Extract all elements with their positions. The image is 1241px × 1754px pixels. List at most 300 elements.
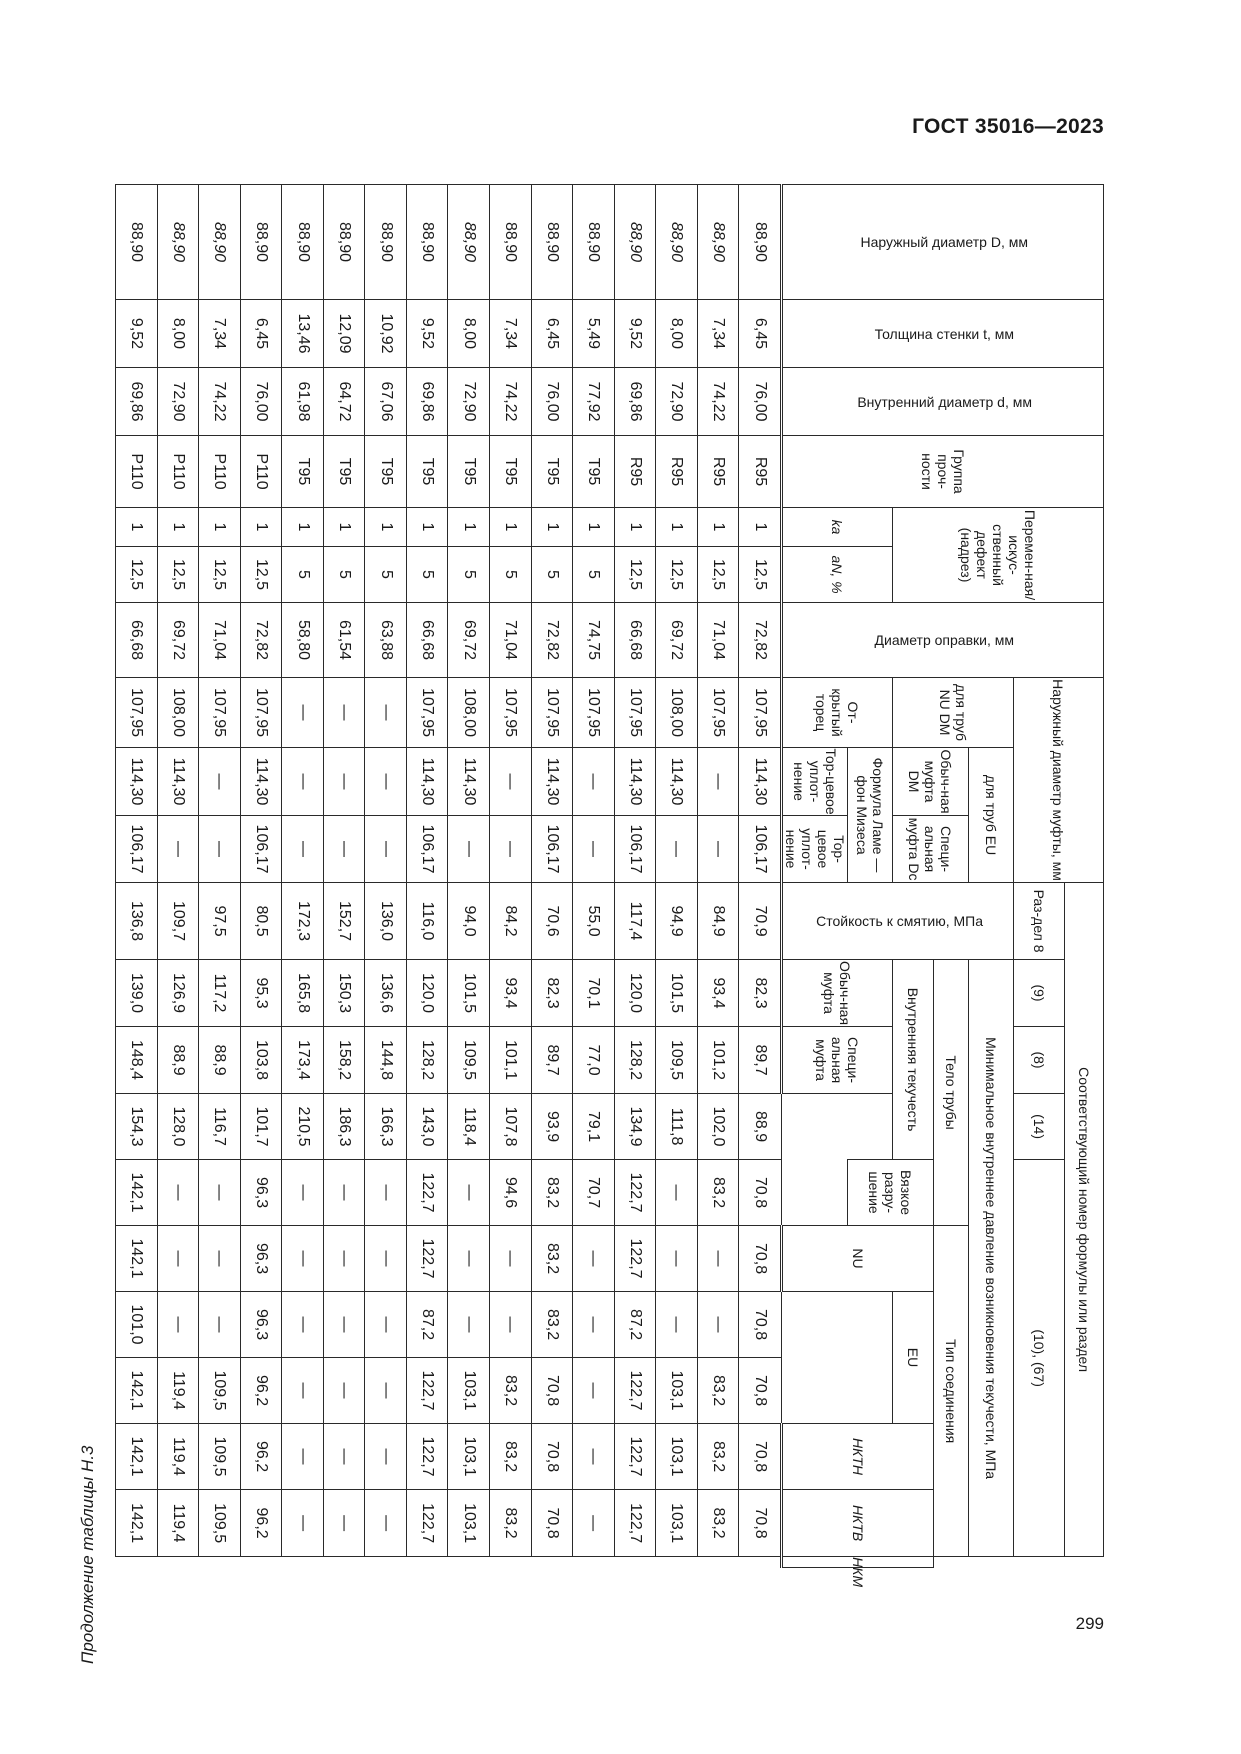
table-cell: 1: [489, 508, 531, 547]
table-cell: 109,5: [656, 1027, 698, 1094]
table-cell: 106,17: [116, 816, 158, 883]
table-cell: 142,1: [116, 1358, 158, 1424]
table-cell: 66,68: [116, 603, 158, 678]
table-cell: 88,90: [614, 185, 656, 300]
table-cell: 106,17: [739, 816, 782, 883]
table-cell: 119,4: [157, 1424, 199, 1490]
table-row: [739, 185, 782, 1568]
table-cell: 84,9: [697, 883, 739, 960]
table-row: [614, 185, 656, 1568]
table-cell: —: [282, 1292, 324, 1358]
table-cell: 84,2: [489, 883, 531, 960]
table-cell: 93,9: [531, 1094, 573, 1160]
table-cell: 66,68: [614, 603, 656, 678]
table-cell: 88,90: [240, 185, 282, 300]
table-cell: —: [157, 816, 199, 883]
table-cell: 12,5: [656, 547, 698, 603]
table-cell: 101,5: [656, 960, 698, 1027]
table-cell: 122,7: [614, 1226, 656, 1292]
table-row: [656, 185, 698, 1568]
table-cell: —: [323, 678, 365, 748]
table-cell: —: [573, 1424, 615, 1490]
table-cell: 70,8: [531, 1358, 573, 1424]
table-cell: 126,9: [157, 960, 199, 1027]
table-cell: 165,8: [282, 960, 324, 1027]
table-cell: 108,00: [157, 678, 199, 748]
table-cell: 134,9: [614, 1094, 656, 1160]
table-cell: 122,7: [406, 1424, 448, 1490]
table-cell: 107,95: [531, 678, 573, 748]
table-cell: 83,2: [531, 1160, 573, 1226]
table-cell: 88,90: [656, 185, 698, 300]
table-cell: —: [365, 1358, 407, 1424]
rotated-table-container: [115, 184, 1104, 1588]
table-cell: —: [323, 1358, 365, 1424]
table-cell: 5: [323, 547, 365, 603]
table-cell: 109,5: [199, 1490, 241, 1557]
table-cell: 1: [323, 508, 365, 547]
table-cell: 122,7: [614, 1160, 656, 1226]
table-cell: 63,88: [365, 603, 407, 678]
header-nkm: НКМ: [782, 1557, 934, 1568]
table-cell: —: [199, 1226, 241, 1292]
table-cell: 103,1: [656, 1424, 698, 1490]
table-cell: —: [282, 748, 324, 816]
table-cell: 143,0: [406, 1094, 448, 1160]
header-regular-coupling: Обыч-ная муфта DМ: [893, 748, 969, 816]
table-cell: 69,72: [448, 603, 490, 678]
table-cell: 119,4: [157, 1490, 199, 1557]
table-cell: 111,8: [656, 1094, 698, 1160]
table-cell: 154,3: [116, 1094, 158, 1160]
table-row: [323, 185, 365, 1568]
table-row: [573, 185, 615, 1568]
header-eu-special: Специ-альная муфта: [782, 1027, 893, 1094]
table-cell: 139,0: [116, 960, 158, 1027]
table-cell: 122,7: [614, 1358, 656, 1424]
table-cell: 76,00: [739, 368, 782, 436]
table-cell: 152,7: [323, 883, 365, 960]
table-cell: —: [365, 748, 407, 816]
table-cell: 128,2: [406, 1027, 448, 1094]
table-cell: 77,92: [573, 368, 615, 436]
table-cell: 103,1: [448, 1490, 490, 1557]
table-cell: 76,00: [240, 368, 282, 436]
table-cell: 142,1: [116, 1490, 158, 1557]
table-cell: 166,3: [365, 1094, 407, 1160]
table-cell: 82,3: [531, 960, 573, 1027]
table-cell: 5: [406, 547, 448, 603]
table-cell: —: [489, 1226, 531, 1292]
table-cell: 114,30: [448, 748, 490, 816]
table-row: [365, 185, 407, 1568]
table-row: [448, 185, 490, 1568]
table-cell: —: [282, 1358, 324, 1424]
table-cell: 1: [448, 508, 490, 547]
table-cell: 88,90: [448, 185, 490, 300]
table-cell: 61,98: [282, 368, 324, 436]
table-cell: 72,82: [240, 603, 282, 678]
table-cell: 114,30: [116, 748, 158, 816]
table-cell: 1: [199, 508, 241, 547]
table-cell: 70,7: [573, 1160, 615, 1226]
table-cell: 13,46: [282, 300, 324, 368]
table-cell: 122,7: [406, 1160, 448, 1226]
table-cell: 8,00: [656, 300, 698, 368]
table-cell: 107,8: [489, 1094, 531, 1160]
table-cell: 114,30: [739, 748, 782, 816]
table-cell: P110: [157, 436, 199, 508]
header-outer-diameter: Наружный диаметр D, мм: [782, 185, 1104, 300]
table-cell: —: [656, 1226, 698, 1292]
table-cell: 7,34: [199, 300, 241, 368]
table-cell: 12,5: [157, 547, 199, 603]
table-row: [531, 185, 573, 1568]
table-cell: T95: [573, 436, 615, 508]
table-cell: 70,8: [739, 1226, 782, 1292]
table-cell: —: [323, 748, 365, 816]
table-cell: 88,90: [323, 185, 365, 300]
table-cell: 71,04: [697, 603, 739, 678]
table-cell: —: [157, 1292, 199, 1358]
table-cell: 61,54: [323, 603, 365, 678]
table-cell: —: [697, 1292, 739, 1358]
table-cell: 83,2: [489, 1490, 531, 1557]
table-cell: 128,0: [157, 1094, 199, 1160]
table-cell: 101,0: [116, 1292, 158, 1358]
table-cell: 108,00: [656, 678, 698, 748]
table-cell: —: [282, 1160, 324, 1226]
table-cell: R95: [697, 436, 739, 508]
table-cell: 88,9: [199, 1027, 241, 1094]
table-cell: 74,22: [199, 368, 241, 436]
table-cell: 122,7: [406, 1358, 448, 1424]
table-cell: 8,00: [448, 300, 490, 368]
table-cell: 136,0: [365, 883, 407, 960]
table-cell: 70,1: [573, 960, 615, 1027]
table-cell: 72,82: [531, 603, 573, 678]
table-cell: —: [323, 1490, 365, 1557]
table-cell: 210,5: [282, 1094, 324, 1160]
table-cell: 12,09: [323, 300, 365, 368]
table-cell: —: [157, 1160, 199, 1226]
header-ref-10-67: (10), (67): [1014, 1160, 1065, 1557]
table-cell: 70,8: [739, 1160, 782, 1226]
table-cell: 5: [365, 547, 407, 603]
table-cell: 6,45: [240, 300, 282, 368]
table-cell: 122,7: [614, 1490, 656, 1557]
header-nktv: НКТВ: [782, 1490, 934, 1557]
table-cell: 70,9: [739, 883, 782, 960]
table-cell: 5,49: [573, 300, 615, 368]
standard-title: ГОСТ 35016—2023: [912, 115, 1104, 138]
table-cell: 106,17: [240, 816, 282, 883]
table-cell: 88,90: [573, 185, 615, 300]
header-ductile-rupture: Вязкое разру-шение: [848, 1160, 934, 1226]
page-number: 299: [1075, 1614, 1104, 1633]
table-cell: 116,0: [406, 883, 448, 960]
table-row: [282, 185, 324, 1568]
table-cell: 12,5: [614, 547, 656, 603]
table-cell: 1: [739, 508, 782, 547]
table-cell: 101,5: [448, 960, 490, 1027]
table-cell: 114,30: [531, 748, 573, 816]
table-cell: P110: [199, 436, 241, 508]
table-cell: R95: [656, 436, 698, 508]
table-cell: 12,5: [116, 547, 158, 603]
table-cell: 186,3: [323, 1094, 365, 1160]
table-cell: 148,4: [116, 1027, 158, 1094]
table-cell: 107,95: [614, 678, 656, 748]
header-an: aN, %: [782, 547, 893, 603]
table-cell: 136,8: [116, 883, 158, 960]
table-cell: 107,95: [739, 678, 782, 748]
table-cell: 71,04: [489, 603, 531, 678]
table-cell: 114,30: [240, 748, 282, 816]
table-cell: 7,34: [489, 300, 531, 368]
header-inner-diameter: Внутренний диаметр d, мм: [782, 368, 1104, 436]
table-cell: —: [489, 748, 531, 816]
table-cell: 89,7: [739, 1027, 782, 1094]
table-cell: —: [697, 816, 739, 883]
table-cell: 80,5: [240, 883, 282, 960]
table-cell: 122,7: [406, 1226, 448, 1292]
table-cell: —: [448, 1226, 490, 1292]
header-ref-section8: Раз-дел 8: [1014, 883, 1065, 960]
table-cell: 69,86: [614, 368, 656, 436]
table-cell: 70,8: [531, 1424, 573, 1490]
table-cell: 172,3: [282, 883, 324, 960]
table-cell: 109,5: [448, 1027, 490, 1094]
table-cell: 88,90: [157, 185, 199, 300]
table-cell: 119,4: [157, 1358, 199, 1424]
table-cell: —: [448, 816, 490, 883]
header-ref-8: (8): [1014, 1027, 1065, 1094]
table-cell: 142,1: [116, 1160, 158, 1226]
table-cell: —: [323, 816, 365, 883]
header-wall-thickness: Толщина стенки t, мм: [782, 300, 1104, 368]
header-lame-von-mises: Формула Ламе — фон Мизеса: [848, 748, 893, 883]
table-cell: 5: [531, 547, 573, 603]
table-cell: 5: [573, 547, 615, 603]
table-cell: —: [573, 748, 615, 816]
table-cell: —: [489, 1292, 531, 1358]
header-for-eu-pipes: для труб EU: [969, 748, 1014, 883]
table-cell: —: [448, 1160, 490, 1226]
table-cell: 1: [573, 508, 615, 547]
table-cell: —: [323, 1226, 365, 1292]
table-row: [489, 185, 531, 1568]
table-cell: —: [282, 1424, 324, 1490]
table-cell: 114,30: [406, 748, 448, 816]
table-cell: 55,0: [573, 883, 615, 960]
table-cell: T95: [365, 436, 407, 508]
table-cell: —: [365, 1424, 407, 1490]
table-cell: —: [365, 1160, 407, 1226]
table-cell: T95: [406, 436, 448, 508]
header-strength-group: Группа проч-ности: [782, 436, 1104, 508]
continuation-title: Продолжение таблицы Н.3: [78, 1445, 97, 1664]
header-eu: EU: [893, 1292, 934, 1424]
table-cell: 101,7: [240, 1094, 282, 1160]
table-row: [199, 185, 241, 1568]
table-cell: 117,2: [199, 960, 241, 1027]
table-cell: 107,95: [697, 678, 739, 748]
table-cell: 144,8: [365, 1027, 407, 1094]
table-cell: —: [323, 1292, 365, 1358]
table-cell: 1: [116, 508, 158, 547]
table-cell: 106,17: [614, 816, 656, 883]
table-cell: 83,2: [697, 1490, 739, 1557]
table-row: [240, 185, 282, 1568]
table-cell: 83,2: [489, 1358, 531, 1424]
table-cell: —: [157, 1226, 199, 1292]
header-ref-14: (14): [1014, 1094, 1065, 1160]
table-cell: 94,6: [489, 1160, 531, 1226]
table-cell: T95: [448, 436, 490, 508]
table-cell: 66,68: [406, 603, 448, 678]
table-cell: 142,1: [116, 1424, 158, 1490]
table-cell: 103,1: [656, 1358, 698, 1424]
table-cell: 116,7: [199, 1094, 241, 1160]
table-cell: 76,00: [531, 368, 573, 436]
table-cell: 128,2: [614, 1027, 656, 1094]
table-cell: —: [365, 1292, 407, 1358]
table-cell: 107,95: [199, 678, 241, 748]
table-cell: —: [365, 678, 407, 748]
table-cell: 70,8: [739, 1358, 782, 1424]
table-cell: 136,6: [365, 960, 407, 1027]
table-cell: 88,90: [199, 185, 241, 300]
table-cell: 94,0: [448, 883, 490, 960]
table-cell: 88,90: [531, 185, 573, 300]
table-cell: 83,2: [697, 1424, 739, 1490]
table-cell: 1: [406, 508, 448, 547]
table-cell: 79,1: [573, 1094, 615, 1160]
table-cell: —: [489, 816, 531, 883]
table-cell: 1: [282, 508, 324, 547]
table-cell: 69,86: [116, 368, 158, 436]
table-cell: 96,2: [240, 1358, 282, 1424]
table-cell: 108,00: [448, 678, 490, 748]
table-cell: —: [656, 1292, 698, 1358]
header-special-coupling: Специ-альная муфта Dс: [893, 816, 969, 883]
table-cell: 6,45: [739, 300, 782, 368]
table-cell: 72,82: [739, 603, 782, 678]
table-cell: 8,00: [157, 300, 199, 368]
table-cell: 70,8: [531, 1490, 573, 1557]
table-cell: 88,90: [697, 185, 739, 300]
table-cell: T95: [531, 436, 573, 508]
table-cell: —: [199, 1292, 241, 1358]
table-cell: 101,2: [697, 1027, 739, 1094]
header-open-end: От-крытый торец: [782, 678, 893, 748]
table-cell: 83,2: [531, 1292, 573, 1358]
table-cell: 1: [365, 508, 407, 547]
table-cell: 10,92: [365, 300, 407, 368]
table-cell: —: [199, 1160, 241, 1226]
table-cell: 107,95: [116, 678, 158, 748]
table-cell: 107,95: [489, 678, 531, 748]
table-cell: 89,7: [531, 1027, 573, 1094]
table-cell: 114,30: [656, 748, 698, 816]
table-cell: 117,4: [614, 883, 656, 960]
table-cell: 12,5: [739, 547, 782, 603]
table-cell: 83,2: [697, 1358, 739, 1424]
table-cell: —: [573, 1292, 615, 1358]
table-cell: 5: [489, 547, 531, 603]
table-cell: —: [697, 1226, 739, 1292]
table-cell: 82,3: [739, 960, 782, 1027]
table-row: [697, 185, 739, 1568]
table-cell: 64,72: [323, 368, 365, 436]
table-cell: —: [573, 1490, 615, 1557]
header-min-pressure: Минимальное внутреннее давление возникновения текучести, МПа: [969, 960, 1014, 1557]
table-cell: 106,17: [531, 816, 573, 883]
table-cell: 158,2: [323, 1027, 365, 1094]
table-cell: 1: [531, 508, 573, 547]
table-cell: 70,8: [739, 1424, 782, 1490]
table-cell: 93,4: [697, 960, 739, 1027]
header-for-nu-pipes: для труб NU DМ: [893, 678, 1014, 748]
header-ref-9: (9): [1014, 960, 1065, 1027]
table-cell: 120,0: [614, 960, 656, 1027]
header-collapse: Стойкость к смятию, МПа: [782, 883, 1014, 960]
table-cell: —: [323, 1424, 365, 1490]
table-row: [157, 185, 199, 1568]
table-cell: —: [697, 748, 739, 816]
table-cell: 5: [448, 547, 490, 603]
table-cell: 83,2: [531, 1226, 573, 1292]
table-cell: 9,52: [116, 300, 158, 368]
table-cell: 72,90: [656, 368, 698, 436]
table-cell: 12,5: [199, 547, 241, 603]
table-cell: 114,30: [157, 748, 199, 816]
table-cell: T95: [489, 436, 531, 508]
table-cell: —: [573, 816, 615, 883]
table-cell: 103,8: [240, 1027, 282, 1094]
table-cell: 109,5: [199, 1424, 241, 1490]
table-cell: —: [365, 816, 407, 883]
table-row: [406, 185, 448, 1568]
table-cell: 142,1: [116, 1226, 158, 1292]
table-cell: T95: [323, 436, 365, 508]
table-cell: 118,4: [448, 1094, 490, 1160]
table-cell: —: [199, 748, 241, 816]
table-cell: 102,0: [697, 1094, 739, 1160]
header-coupling-diameter: Наружный диаметр муфты, мм: [1014, 678, 1104, 883]
table-cell: —: [365, 1490, 407, 1557]
table-cell: 6,45: [531, 300, 573, 368]
table-cell: 95,3: [240, 960, 282, 1027]
header-mandrel-diameter: Диаметр оправки, мм: [782, 603, 1104, 678]
table-cell: —: [448, 1292, 490, 1358]
table-cell: 103,1: [448, 1424, 490, 1490]
table-cell: 106,17: [406, 816, 448, 883]
table-cell: R95: [614, 436, 656, 508]
table-cell: 69,72: [656, 603, 698, 678]
header-internal-yield: Внутренняя текучесть: [893, 960, 934, 1160]
table-cell: —: [199, 816, 241, 883]
table-cell: 107,95: [240, 678, 282, 748]
table-cell: —: [573, 1358, 615, 1424]
table-cell: 88,9: [739, 1094, 782, 1160]
table-cell: 9,52: [406, 300, 448, 368]
table-cell: 9,52: [614, 300, 656, 368]
table-cell: 74,75: [573, 603, 615, 678]
table-cell: 70,8: [739, 1292, 782, 1358]
table-cell: 87,2: [614, 1292, 656, 1358]
